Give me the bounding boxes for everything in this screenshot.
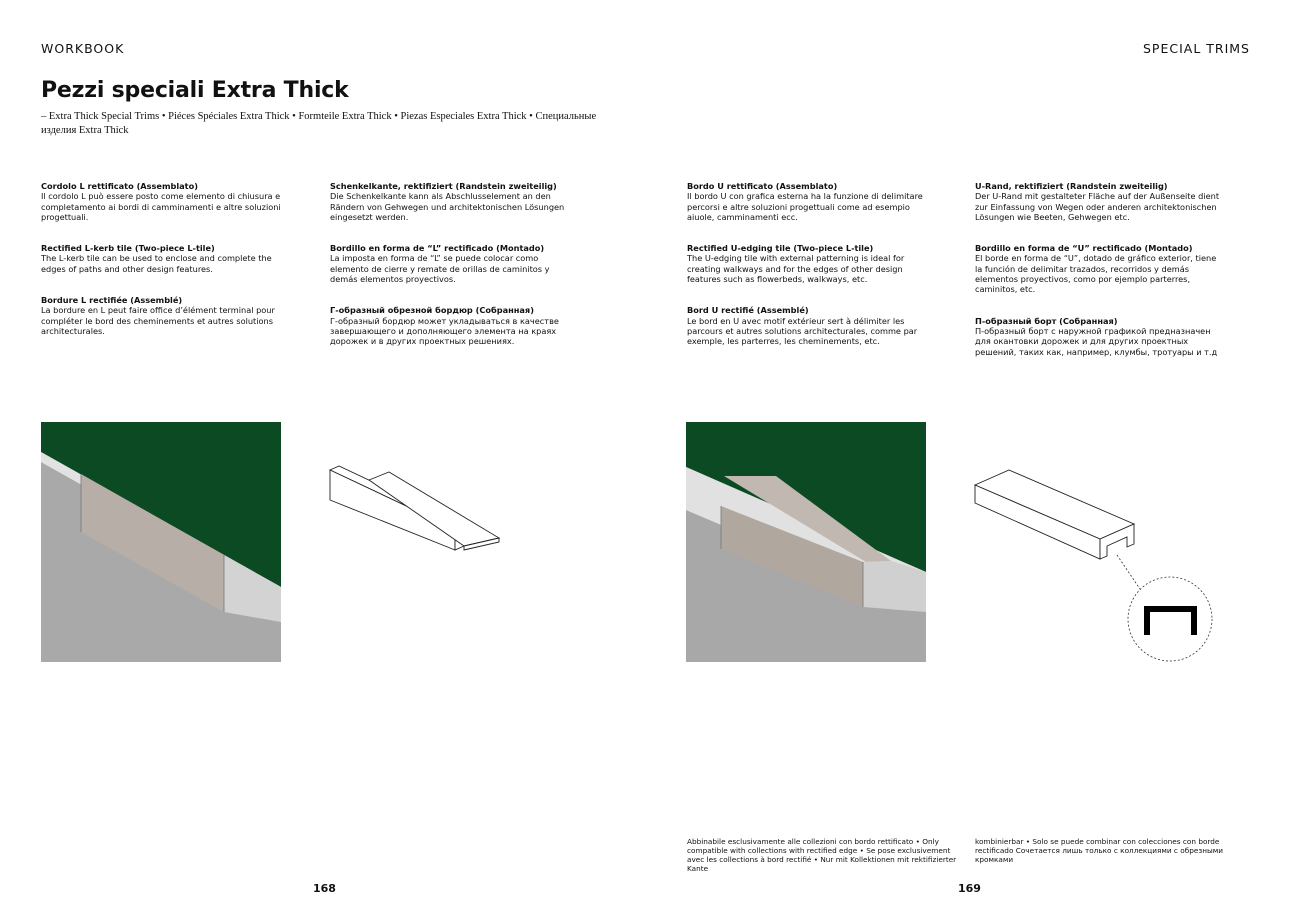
desc-title: Bord U rectifié (Assemblé) [687, 305, 809, 316]
desc-block [330, 181, 575, 222]
text-column-4 [975, 181, 1225, 378]
desc-text: П-образный борт с наружной графикой предназначен для окантовки дорожек и для других проектных решений, таких как, например, клумбы, тротуары и т.д [975, 325, 1218, 357]
desc-title: Rectified L-kerb tile (Two-piece L-tile) [41, 243, 215, 254]
desc-title: Г-образный обрезной бордюр (Собранная) [330, 305, 534, 316]
u-tile-drawing [972, 465, 1222, 665]
desc-title: U-Rand, rektifiziert (Randstein zweiteilig) [975, 181, 1168, 191]
footnote-right: kombinierbar • Solo se puede combinar con colecciones con borde rectificado Сочетается лишь только с коллекциями с обрезными кромками [975, 837, 1224, 864]
desc-block [41, 243, 286, 274]
u-edging-render-image [686, 422, 926, 662]
desc-block [687, 181, 932, 222]
l-tile-drawing [329, 462, 504, 557]
desc-block [687, 305, 932, 346]
desc-block [330, 243, 575, 284]
header-workbook: WORKBOOK [41, 41, 125, 56]
desc-text: Der U-Rand mit gestalteter Fläche auf der Außenseite dient zur Einfassung von Wegen oder anderen architektonischen Lösungen wie Beeten, Gehwegen etc. [975, 191, 1220, 222]
desc-title: Bordure L rectifiée (Assemblé) [41, 295, 183, 306]
desc-text: The U-edging tile with external patterning is ideal for creating walkways and for the edges of other design features such as flowerbeds, walkways, etc. [687, 253, 905, 285]
footnote-left: Abbinabile esclusivamente alle collezioni con bordo rettificato • Only compatible with collections with rectified edge • Se pose exclusivement avec les collections à bord rectifié • Nur mit Kollektionen mit rektifizierter Kante [687, 837, 957, 873]
header-special-trims: SPECIAL TRIMS [1142, 41, 1250, 56]
desc-title: Bordo U rettificato (Assemblato) [687, 181, 838, 191]
desc-title: П-образный борт (Собранная) [975, 315, 1118, 326]
desc-text: Г-образный бордюр может укладываться в качестве завершающего и дополняющего элемента на краях дорожек и в других проектных решениях. [330, 315, 559, 347]
desc-text: Le bord en U avec motif extérieur sert à délimiter les parcours et autres solutions architecturales, comme par exemple, les parterres, les cheminements, etc. [687, 315, 918, 347]
desc-text: La imposta en forma de “L” se puede colocar como elemento de cierre y remate de orillas de caminitos y demás elementos proyectivos. [330, 253, 550, 285]
desc-text: Il cordolo L può essere posto come elemento di chiusura e completamento ai bordi di camminamenti e altre soluzioni progettuali. [41, 191, 281, 222]
page-number-right: 169 [958, 882, 981, 895]
text-column-1 [41, 181, 286, 357]
page-number-left: 168 [313, 882, 336, 895]
u-profile-section [1144, 606, 1197, 635]
desc-text: Il bordo U con grafica esterna ha la funzione di delimitare percorsi e altre soluzioni progettuali come ad esempio aiuole, camminamenti ecc. [687, 191, 923, 222]
desc-text: The L-kerb tile can be used to enclose and complete the edges of paths and other design features. [41, 253, 272, 274]
desc-title: Cordolo L rettificato (Assemblato) [41, 181, 198, 191]
desc-block [330, 305, 575, 346]
desc-title: Rectified U-edging tile (Two-piece L-tile) [687, 243, 874, 254]
page-subtitle: – Extra Thick Special Trims • Piéces Spéciales Extra Thick • Formteile Extra Thick • Piezas Especiales Extra Thick • Специальные изделия Extra Thick [41, 111, 597, 136]
detail-circle [1128, 577, 1212, 661]
desc-title: Schenkelkante, rektifiziert (Randstein zweiteilig) [330, 181, 557, 191]
desc-text: El borde en forma de “U”, dotado de gráfico exterior, tiene la función de delimitar trazados, recorridos y demás elementos proyectivos, como por ejemplo parterres, caminitos, etc. [975, 253, 1217, 295]
desc-title: Bordillo en forma de “L” rectificado (Montado) [330, 243, 545, 254]
desc-block [41, 295, 286, 336]
desc-text: La bordure en L peut faire office d’élément terminal pour compléter le bord des cheminements et autres solutions architecturales. [41, 305, 275, 336]
desc-block [687, 243, 932, 284]
text-column-2 [330, 181, 575, 368]
desc-title: Bordillo en forma de “U” rectificado (Montado) [975, 243, 1193, 254]
page-title: Pezzi speciali Extra Thick [41, 78, 349, 103]
text-column-3 [687, 181, 932, 368]
l-kerb-render-image [41, 422, 281, 662]
desc-block [975, 316, 1225, 357]
desc-text: Die Schenkelkante kann als Abschlusselement an den Rändern von Gehwegen und architektonischen Lösungen eingesetzt werden. [330, 191, 565, 222]
desc-block [975, 181, 1225, 222]
detail-leader [1117, 555, 1140, 589]
desc-block [41, 181, 286, 222]
desc-block [975, 243, 1225, 294]
